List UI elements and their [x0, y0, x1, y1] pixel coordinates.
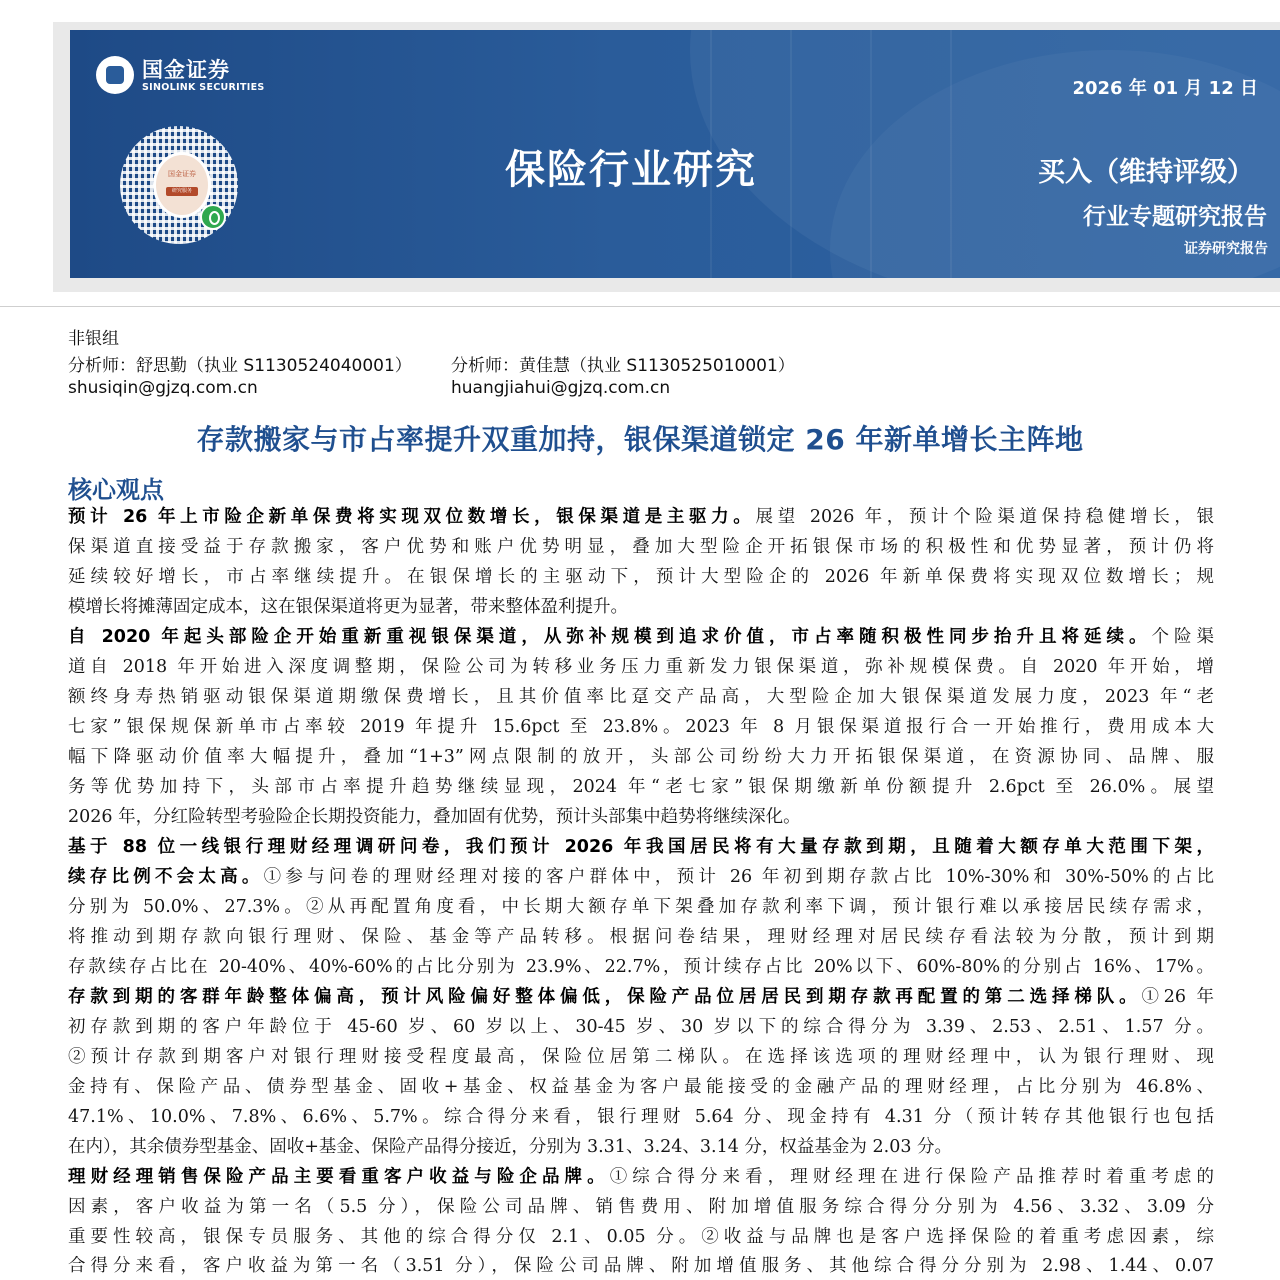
report-headline: 存款搬家与市占率提升双重加持，银保渠道锁定 26 年新单增长主阵地	[196, 423, 1084, 456]
sinolink-logo-icon	[96, 56, 134, 94]
body-line-text: 将推动到期存款向银行理财、保险、基金等产品转移。根据问卷结果，理财经理对居民续存看法较为分散，预计到期	[68, 927, 1214, 947]
body-line	[68, 804, 1214, 831]
body-line-text: 因素，客户收益为第一名（5.5 分），保险公司品牌、销售费用、附加增值服务综合得分分别为 4.56、3.32、3.09 分	[68, 1197, 1214, 1217]
body-line	[68, 864, 1214, 891]
body-line-text: 分别为 50.0%、27.3%。②从再配置角度看，中长期大额存单下架叠加存款利率下调，预计银行难以承接居民续存需求，	[68, 897, 1214, 917]
mini-program-icon	[200, 204, 226, 230]
body-line	[68, 774, 1214, 801]
body-line-text: 合得分来看，客户收益为第一名（3.51 分），保险公司品牌、附加增值服务、其他综合得分分别为 2.98、1.44、0.07	[68, 1256, 1214, 1276]
body-line	[68, 1164, 1214, 1191]
body-line-text: 47.1%、10.0%、7.8%、6.6%、5.7%。综合得分来看，银行理财 5.64 分、现金持有 4.31 分（预计转存其他银行也包括	[68, 1107, 1214, 1127]
body-line	[68, 1224, 1214, 1251]
analyst-2-email[interactable]: huangjiahui@gjzq.com.cn	[451, 378, 671, 398]
body-line-text: ①综合得分来看，理财经理在进行保险产品推荐时着重考虑的	[609, 1167, 1214, 1187]
qr-center-label: 国金证券	[168, 170, 196, 178]
body-line-text: 初存款到期的客户年龄位于 45-60 岁、60 岁以上、30-45 岁、30 岁以下的综合得分为 3.39、2.53、2.51、1.57 分。	[68, 1017, 1214, 1037]
body-line	[68, 834, 1214, 861]
body-line-text: 模增长将摊薄固定成本，这在银保渠道将更为显著，带来整体盈利提升。	[68, 597, 628, 617]
body-line	[68, 1044, 1214, 1071]
qr-center-sublabel: 研究服务	[166, 187, 198, 196]
logo-chinese-name: 国金证券	[142, 58, 230, 82]
body-line-text: ②预计存款到期客户对银行理财接受程度最高，保险位居第二梯队。在选择该选项的理财经理中，认为银行理财、现	[68, 1047, 1214, 1067]
body-line-bold: 存款到期的客群年龄整体偏高，预计风险偏好整体偏低，保险产品位居居民到期存款再配置的第二选择梯队。	[68, 987, 1142, 1007]
body-line-text: 务等优势加持下，头部市占率提升趋势继续显现，2024 年“老七家”银保期缴新单份额提升 2.6pct 至 26.0%。展望	[68, 777, 1214, 797]
body-line	[68, 1194, 1214, 1221]
rating-label: 买入（维持评级）	[1038, 157, 1254, 188]
body-line-bold: 基于 88 位一线银行理财经理调研问卷，我们预计 2026 年我国居民将有大量存款到期，且随着大额存单大范围下架，	[68, 837, 1214, 857]
body-line	[68, 1074, 1214, 1101]
body-line	[68, 564, 1214, 591]
body-line-text: 额终身寿热销驱动银保渠道期缴保费增长，且其价值率比趸交产品高，大型险企加大银保渠道发展力度，2023 年“老	[68, 687, 1214, 707]
body-line	[68, 1104, 1214, 1131]
report-date: 2026 年 01 月 12 日	[1072, 78, 1258, 99]
wechat-qr-code-icon	[120, 126, 238, 244]
analyst-2: 分析师：黄佳慧（执业 S1130525010001）	[451, 356, 795, 376]
body-line-text: 个险渠	[1151, 627, 1214, 647]
body-line	[68, 504, 1214, 531]
body-line	[68, 1253, 1214, 1280]
logo-english-name: SINOLINK SECURITIES	[142, 82, 265, 93]
body-line-text: 七家”银保规保新单市占率较 2019 年提升 15.6pct 至 23.8%。2023 年 8 月银保渠道报行合一开始推行，费用成本大	[68, 717, 1214, 737]
banner-decoration	[790, 30, 792, 278]
body-line-bold: 自 2020 年起头部险企开始重新重视银保渠道，从弥补规模到追求价值，市占率随积极性同步抬升且将延续。	[68, 627, 1152, 647]
body-line	[68, 954, 1214, 981]
analyst-1-email[interactable]: shusiqin@gjzq.com.cn	[68, 378, 258, 398]
body-line-text: 存款续存占比在 20-40%、40%-60%的占比分别为 23.9%、22.7%，预计续存占比 20%以下、60%-80%的分别占 16%、17%。	[68, 957, 1214, 977]
team-label: 非银组	[68, 329, 119, 349]
body-line	[68, 924, 1214, 951]
body-line-text: 幅下降驱动价值率大幅提升，叠加“1+3”网点限制的放开，头部公司纷纷大力开拓银保渠道，在资源协同、品牌、服	[68, 747, 1214, 767]
body-line-text: ①26 年	[1141, 987, 1214, 1007]
body-line	[68, 714, 1214, 741]
body-line	[68, 684, 1214, 711]
body-line-bold: 理财经理销售保险产品主要看重客户收益与险企品牌。	[68, 1167, 610, 1187]
body-line	[68, 1134, 1214, 1161]
analyst-1: 分析师：舒思勤（执业 S1130524040001）	[68, 356, 412, 376]
body-line	[68, 744, 1214, 771]
body-line-bold: 预计 26 年上市险企新单保费将实现双位数增长，银保渠道是主驱力。	[68, 507, 756, 527]
body-line	[68, 984, 1214, 1011]
body-line-text: 展望 2026 年，预计个险渠道保持稳健增长，银	[755, 507, 1214, 527]
body-line-bold: 续存比例不会太高。	[68, 867, 264, 887]
report-type: 行业专题研究报告	[1083, 204, 1267, 230]
body-line-text: 道自 2018 年开始进入深度调整期，保险公司为转移业务压力重新发力银保渠道，弥补规模保费。自 2020 年开始，增	[68, 657, 1214, 677]
body-line-text: 在内），其余债券型基金、固收+基金、保险产品得分接近，分别为 3.31、3.24、3.14 分，权益基金为 2.03 分。	[68, 1137, 953, 1157]
banner-decoration	[950, 30, 952, 278]
body-line-text: 重要性较高，银保专员服务、其他的综合得分仅 2.1、0.05 分。②收益与品牌也是客户选择保险的着重考虑因素，综	[68, 1227, 1214, 1247]
report-title: 保险行业研究	[505, 147, 757, 193]
body-line	[68, 594, 1214, 621]
body-line-text: 金持有、保险产品、债券型基金、固收+基金、权益基金为客户最能接受的金融产品的理财经理，占比分别为 46.8%、	[68, 1077, 1214, 1097]
sinolink-logo	[96, 54, 286, 98]
body-line-text: 2026 年，分红险转型考验险企长期投资能力，叠加固有优势，预计头部集中趋势将继续深化。	[68, 807, 801, 827]
body-line	[68, 654, 1214, 681]
section-heading: 核心观点	[68, 476, 164, 504]
banner-decoration	[870, 30, 872, 278]
report-category: 证券研究报告	[1184, 241, 1268, 257]
body-line-text: 延续较好增长，市占率继续提升。在银保增长的主驱动下，预计大型险企的 2026 年新单保费将实现双位数增长；规	[68, 567, 1214, 587]
body-line	[68, 534, 1214, 561]
body-line	[68, 1014, 1214, 1041]
body-line-text: 保渠道直接受益于存款搬家，客户优势和账户优势明显，叠加大型险企开拓银保市场的积极性和优势显著，预计仍将	[68, 537, 1214, 557]
header-divider	[0, 306, 1280, 307]
body-line	[68, 624, 1214, 651]
body-line-text: ①参与问卷的理财经理对接的客户群体中，预计 26 年初到期存款占比 10%-30%和 30%-50%的占比	[263, 867, 1214, 887]
body-line	[68, 894, 1214, 921]
